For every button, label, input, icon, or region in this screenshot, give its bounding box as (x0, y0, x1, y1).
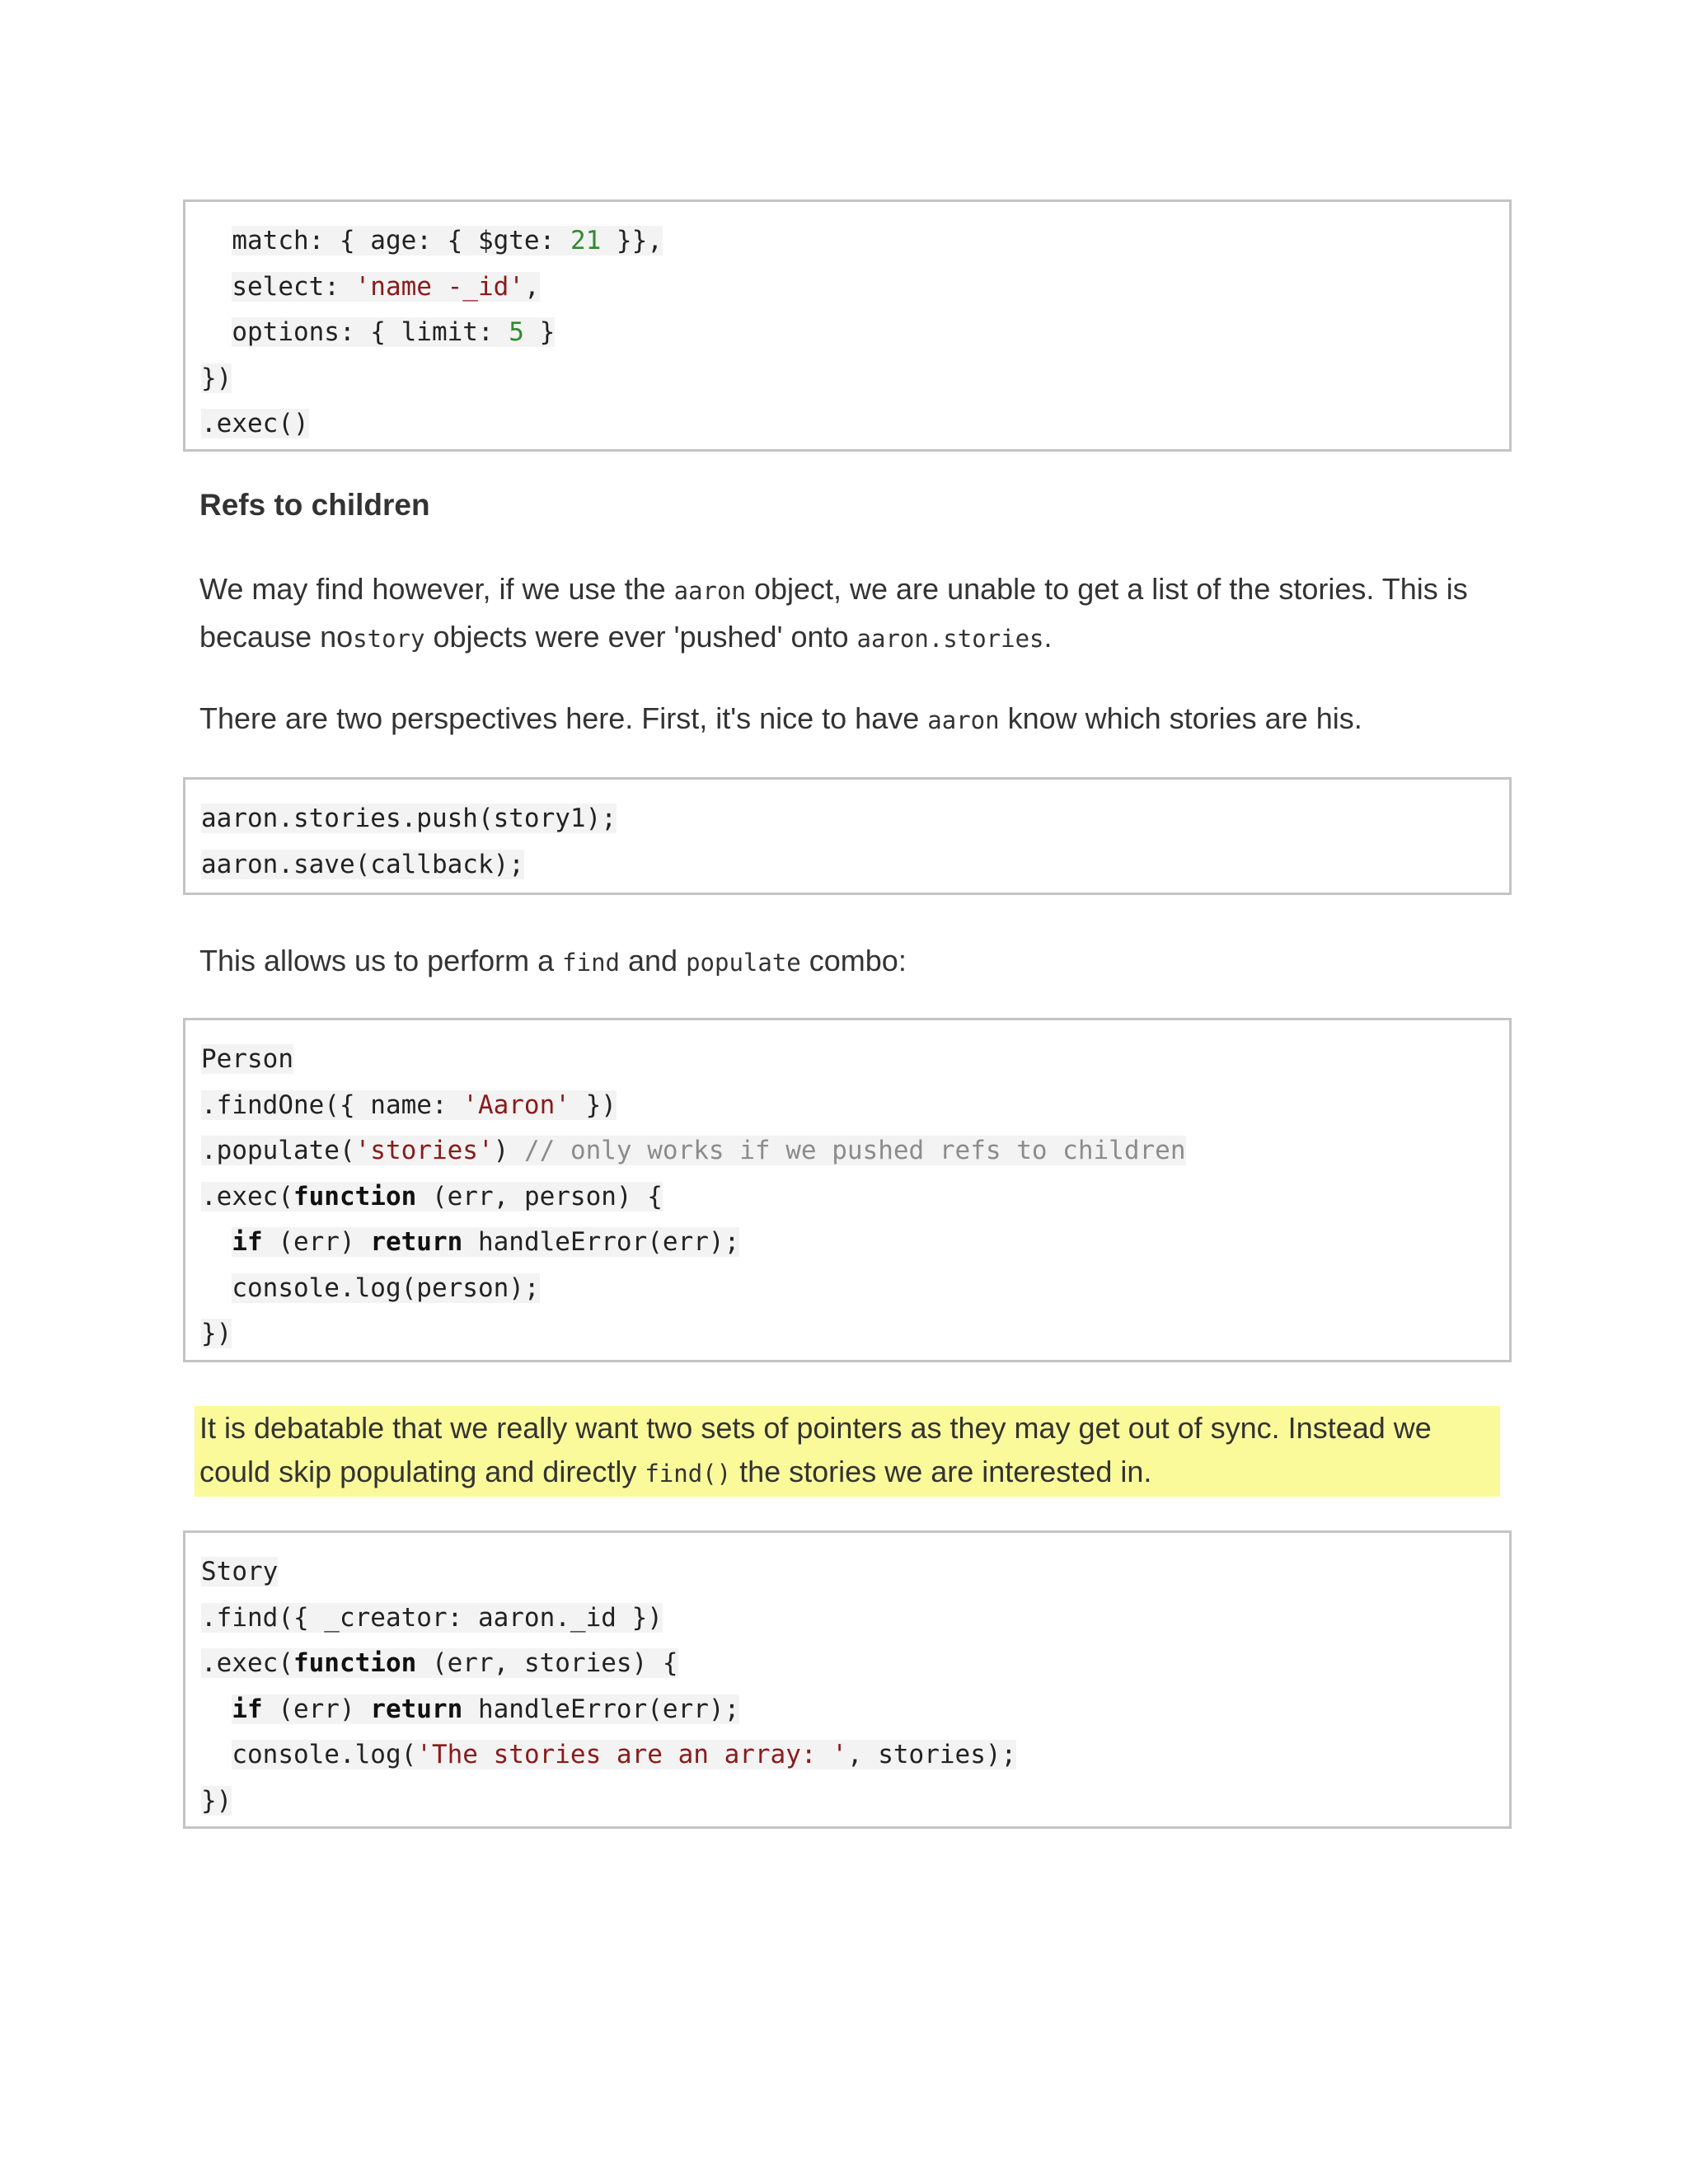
paragraph-refs-explanation: We may find however, if we use the aaron object, we are unable to get a list of the stories. This is because nostory objects were ever 'pushed' onto aaron.stories. (199, 572, 1468, 654)
code-line: if (err) return handleError(err); (232, 1227, 740, 1257)
code-line: if (err) return handleError(err); (232, 1694, 740, 1724)
code-block-find-stories (183, 1530, 1512, 1829)
code-line: .populate('stories') // only works if we pushed refs to children (201, 1136, 1186, 1165)
code-line: console.log(person); (232, 1272, 540, 1303)
inline-code: find (562, 949, 620, 977)
code-line: .findOne({ name: 'Aaron' }) (201, 1090, 617, 1120)
code-comment: // only works if we pushed refs to children (523, 1136, 1186, 1165)
code-line: .find({ _creator: aaron._id }) (201, 1602, 663, 1633)
code-line: .exec(function (err, person) { (201, 1181, 663, 1212)
code-block-find-populate (183, 1018, 1512, 1362)
code-line: select: 'name -_id', (232, 271, 540, 302)
code-line: Person (201, 1044, 293, 1074)
inline-code: populate (686, 949, 801, 977)
code-block-push-story (183, 777, 1512, 895)
section-heading: Refs to children (199, 488, 430, 522)
inline-code: aaron (927, 706, 1000, 734)
inline-code: aaron (673, 577, 746, 605)
code-line: }) (201, 1785, 232, 1816)
paragraph-perspectives: There are two perspectives here. First, it's nice to have aaron know which stories are his. (199, 701, 1362, 735)
code-block-populate-options (183, 199, 1512, 452)
code-line: .exec() (201, 409, 309, 438)
inline-code: aaron.stories (856, 625, 1044, 653)
code-line: match: { age: { $gte: 21 }}, (232, 226, 663, 255)
code-line: aaron.save(callback); (201, 849, 524, 879)
code-line: Story (201, 1557, 279, 1586)
code-line: .exec(function (err, stories) { (201, 1648, 678, 1678)
code-line: }) (201, 363, 232, 393)
inline-code: story (353, 625, 425, 653)
code-line: }) (201, 1319, 232, 1348)
paragraph-find-populate: This allows us to perform a find and populate combo: (199, 944, 907, 977)
code-line: console.log('The stories are an array: ', stories); (232, 1740, 1017, 1769)
highlighted-note: It is debatable that we really want two sets of pointers as they may get out of sync. Instead we could skip populating and directly find() the stories we are interested in. (195, 1406, 1500, 1497)
inline-code: find() (645, 1460, 732, 1488)
code-line: aaron.stories.push(story1); (201, 804, 617, 833)
code-line: options: { limit: 5 } (232, 317, 556, 347)
